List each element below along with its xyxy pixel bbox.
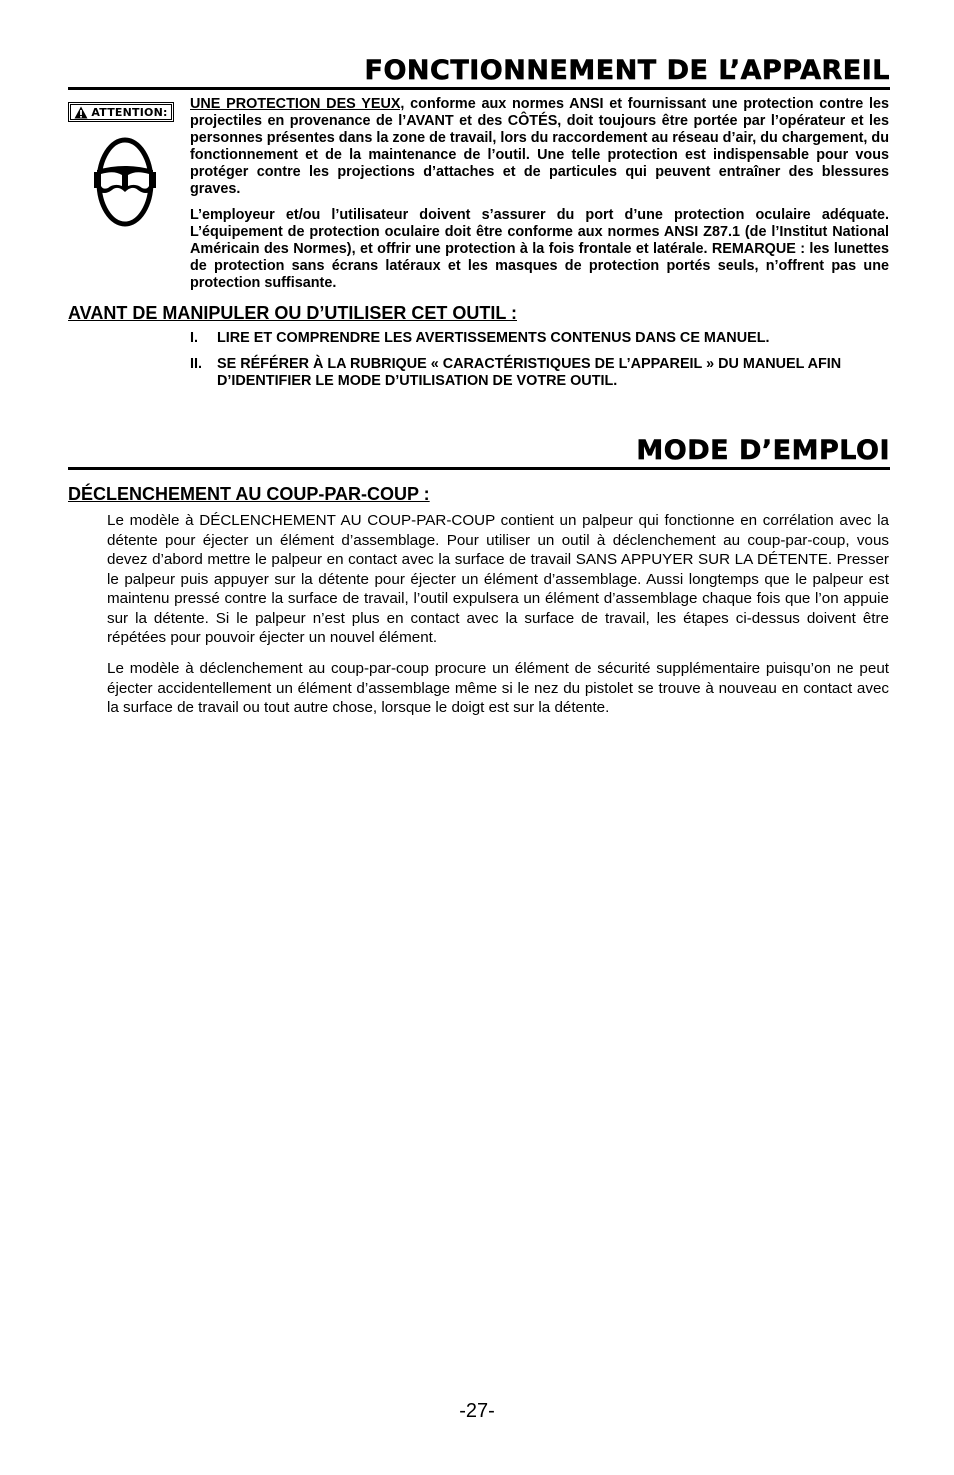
sequential-trigger-paragraph: Le modèle à DÉCLENCHEMENT AU COUP-PAR-COUP contient un palpeur qui fonctionne en corrélation avec la détente pour éjecter un élément d’assemblage. Pour utiliser un outil à déclenchement au coup-par-coup, vous devez d’abord mettre le palpeur en contact avec la surface de travail SANS APPUYER SUR LA DÉTENTE. Presser le palpeur puis appuyer sur la détente pour éjecter un élément d’assemblage. Aussi longtemps que le palpeur est maintenu pressé contre la surface de travail, l’outil expulsera un élément d’assemblage chaque fois que l’on appuie sur la détente. Si le palpeur n’est plus en contact avec la surface de travail, les étapes ci-dessus doivent être répétées pour pouvoir éjecter un nouvel élément. xyxy=(107,512,889,646)
warning-triangle-icon xyxy=(74,106,88,119)
eye-protection-lead: UNE PROTECTION DES YEUX, xyxy=(190,96,405,112)
list-item-text: LIRE ET COMPRENDRE LES AVERTISSEMENTS CONTENUS DANS CE MANUEL. xyxy=(217,330,770,346)
list-item xyxy=(190,356,890,390)
page-number: -27- xyxy=(459,1400,495,1422)
safety-goggles-face-icon xyxy=(94,136,156,228)
list-item xyxy=(190,330,890,347)
sequential-trigger-heading: DÉCLENCHEMENT AU COUP-PAR-COUP : xyxy=(68,484,430,504)
attention-badge-inner xyxy=(70,104,172,120)
before-use-heading: AVANT DE MANIPULER OU D’UTILISER CET OUTIL : xyxy=(68,303,517,323)
list-item-number: II. xyxy=(190,356,202,372)
list-item-text: SE RÉFÉRER À LA RUBRIQUE « CARACTÉRISTIQUES DE L’APPAREIL » DU MANUEL AFIN D’IDENTIFIER LE MODE D’UTILISATION DE VOTRE OUTIL. xyxy=(217,356,842,389)
eye-protection-warning xyxy=(190,96,889,198)
section-title-mode-emploi: MODE D’EMPLOI xyxy=(636,435,890,466)
section-rule xyxy=(68,467,890,470)
section-rule xyxy=(68,87,890,90)
eye-protection-text: conforme aux normes ANSI et fournissant une protection contre les projectiles en provenance de l’AVANT et des CÔTÉS, doit toujours être portée par l’opérateur et les personnes présentes dans la zone de travail, lors du raccordement au réseau d’air, du chargement, du fonctionnement et de la maintenance de l’outil. Une telle protection est indispensable pour vous protéger contre les projections d’attaches et de particules qui peuvent entraîner des blessures graves. xyxy=(190,96,890,197)
employer-responsibility-text: L’employeur et/ou l’utilisateur doivent s’assurer du port d’une protection oculaire adéquate. L’équipement de protection oculaire doit être conforme aux normes ANSI Z87.1 (de l’Institut National Américain des Normes), et offrir une protection à la fois frontale et latérale. REMARQUE : les lunettes de protection sans écrans latéraux et les masques de protection portés seuls, n’offrent pas une protection suffisante. xyxy=(190,207,889,291)
section-title-fonctionnement: FONCTIONNEMENT DE L’APPAREIL xyxy=(364,55,890,86)
list-item-number: I. xyxy=(190,330,198,346)
sequential-safety-paragraph: Le modèle à déclenchement au coup-par-coup procure un élément de sécurité supplémentaire puisqu’on ne peut éjecter accidentellement un élément d’assemblage même si le nez du pistolet se trouve à nouveau en contact avec la surface de travail ou tout autre chose, lorsque le doigt est sur la détente. xyxy=(107,660,889,716)
attention-badge xyxy=(68,102,174,122)
attention-label: ATTENTION: xyxy=(91,105,168,119)
